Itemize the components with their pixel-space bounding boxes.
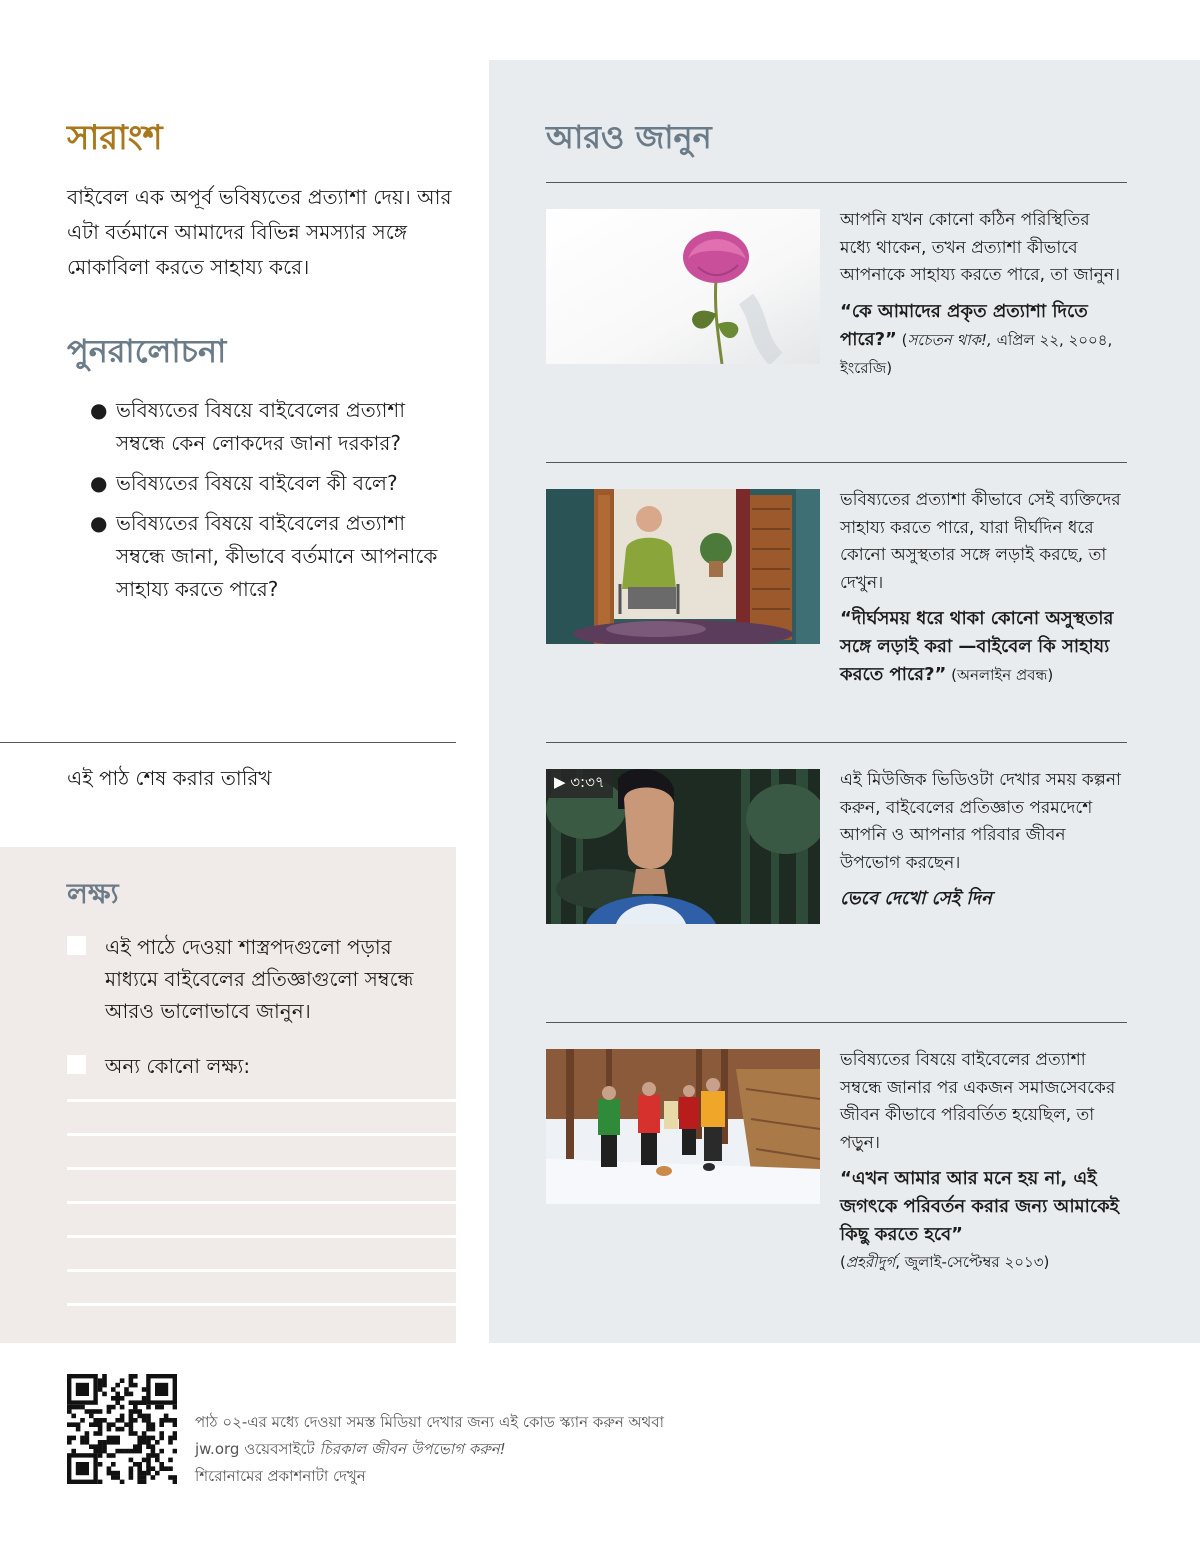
entry-description: আপনি যখন কোনো কঠিন পরিস্থিতির মধ্যে থাকেন, তখন প্রত্যাশা কীভাবে আপনাকে সাহায্য করতে পারে, তা জানুন।: [840, 210, 1121, 285]
entry-divider: [546, 1022, 1127, 1023]
checkbox[interactable]: [67, 1055, 86, 1074]
music-video-thumbnail[interactable]: [546, 769, 820, 924]
goal-item-other: [67, 1050, 447, 1082]
entry-title[interactable]: “এখন আমার আর মনে হয় না, এই জগৎকে পরিবর্তন করার জন্য আমাকেই কিছু করতে হবে”: [840, 1168, 1120, 1245]
writing-line[interactable]: [67, 1303, 456, 1306]
goal-item: [67, 931, 447, 1027]
writing-line[interactable]: [67, 1167, 456, 1170]
review-heading: পুনরালোচনা: [67, 332, 227, 370]
footer-line: পাঠ ০২-এর মধ্যে দেওয়া সমস্ত মিডিয়া দেখার জন্য এই কোড স্ক্যান করুন অথবা: [195, 1413, 664, 1431]
entry-description: ভবিষ্যতের বিষয়ে বাইবেলের প্রত্যাশা সম্বন্ধে জানার পর একজন সমাজসেবকের জীবন কীভাবে পরিবর্তিত হয়েছিল, তা পড়ুন।: [840, 1050, 1116, 1153]
entry-source: (অনলাইন প্রবন্ধ): [946, 666, 1054, 684]
goal-text: এই পাঠে দেওয়া শাস্ত্রপদগুলো পড়ার মাধ্যমে বাইবেলের প্রতিজ্ঞাগুলো সম্বন্ধে আরও ভালোভাবে জানুন।: [105, 935, 414, 1023]
completion-date-label: এই পাঠ শেষ করার তারিখ: [67, 766, 272, 790]
goals-heading: লক্ষ্য: [67, 877, 119, 910]
summary-text: বাইবেল এক অপূর্ব ভবিষ্যতের প্রত্যাশা দেয়। আর এটা বর্তমানে আমাদের বিভিন্ন সমস্যার সঙ্গে মোকাবিলা করতে সাহায্য করে।: [67, 185, 452, 279]
entry-title[interactable]: ভেবে দেখো সেই দিন: [840, 888, 992, 909]
learn-more-entry: [840, 767, 1125, 913]
entry-link[interactable]: [840, 298, 1125, 382]
entry-title[interactable]: “দীর্ঘসময় ধরে থাকা কোনো অসুস্থতার সঙ্গে লড়াই করা —বাইবেল কি সাহায্য করতে পারে?”: [840, 608, 1114, 685]
entry-link[interactable]: [840, 605, 1125, 689]
entry-title[interactable]: “কে আমাদের প্রকৃত প্রত্যাশা দিতে পারে?”: [840, 300, 1088, 350]
entry-source: (সচেতন থাক!, এপ্রিল ২২, ২০০৪, ইংরেজি): [840, 330, 1113, 377]
bullet-icon: ●: [90, 511, 108, 535]
bullet-icon: ●: [90, 471, 108, 495]
goal-text: অন্য কোনো লক্ষ্য:: [105, 1054, 251, 1078]
entry-source: (প্রহরীদুর্গ, জুলাই-সেপ্টেম্বর ২০১৩): [840, 1253, 1050, 1271]
checkbox[interactable]: [67, 936, 86, 955]
entry-divider: [546, 182, 1127, 183]
footer-line: jw.org ওয়েবসাইটে চিরকাল জীবন উপভোগ করুন!: [195, 1440, 506, 1458]
writing-line[interactable]: [67, 1201, 456, 1204]
entry-description: ভবিষ্যতের প্রত্যাশা কীভাবে সেই ব্যক্তিদের সাহায্য করতে পারে, যারা দীর্ঘদিন ধরে কোনো অসুস্থতার সঙ্গে লড়াই করছে, তা দেখুন।: [840, 490, 1121, 593]
snow-walk-image[interactable]: [546, 1049, 820, 1204]
entry-divider: [546, 742, 1127, 743]
review-question-list: [90, 394, 450, 613]
man-in-chair-image[interactable]: [546, 489, 820, 644]
writing-line[interactable]: [67, 1269, 456, 1272]
footer-line: শিরোনামের প্রকাশনাটা দেখুন: [195, 1467, 366, 1485]
footer-note: [195, 1409, 815, 1490]
review-question: ● ভবিষ্যতের বিষয়ে বাইবেলের প্রত্যাশা সম্বন্ধে কেন লোকদের জানা দরকার?: [90, 394, 450, 460]
learn-more-entry: [840, 487, 1125, 689]
video-duration-badge: ▶ ৩:৩৭: [546, 769, 613, 798]
flower-image[interactable]: [546, 209, 820, 364]
entry-description: এই মিউজিক ভিডিওটা দেখার সময় কল্পনা করুন, বাইবেলের প্রতিজ্ঞাত পরমদেশে আপনি ও আপনার পরিবার জীবন উপভোগ করছেন।: [840, 770, 1121, 873]
learn-more-heading: আরও জানুন: [546, 118, 712, 156]
bullet-icon: ●: [90, 398, 108, 422]
writing-line[interactable]: [67, 1099, 456, 1102]
learn-more-entry: [840, 1047, 1125, 1277]
summary-heading: সারাংশ: [67, 118, 163, 158]
writing-line[interactable]: [67, 1133, 456, 1136]
entry-divider: [546, 462, 1127, 463]
review-question: ● ভবিষ্যতের বিষয়ে বাইবেল কী বলে?: [90, 467, 450, 500]
date-divider: [0, 742, 456, 743]
review-question: ● ভবিষ্যতের বিষয়ে বাইবেলের প্রত্যাশা সম্বন্ধে জানা, কীভাবে বর্তমানে আপনাকে সাহায্য করতে পারে?: [90, 507, 450, 606]
learn-more-entry: [840, 207, 1125, 382]
writing-line[interactable]: [67, 1235, 456, 1238]
qr-code[interactable]: [67, 1374, 177, 1484]
